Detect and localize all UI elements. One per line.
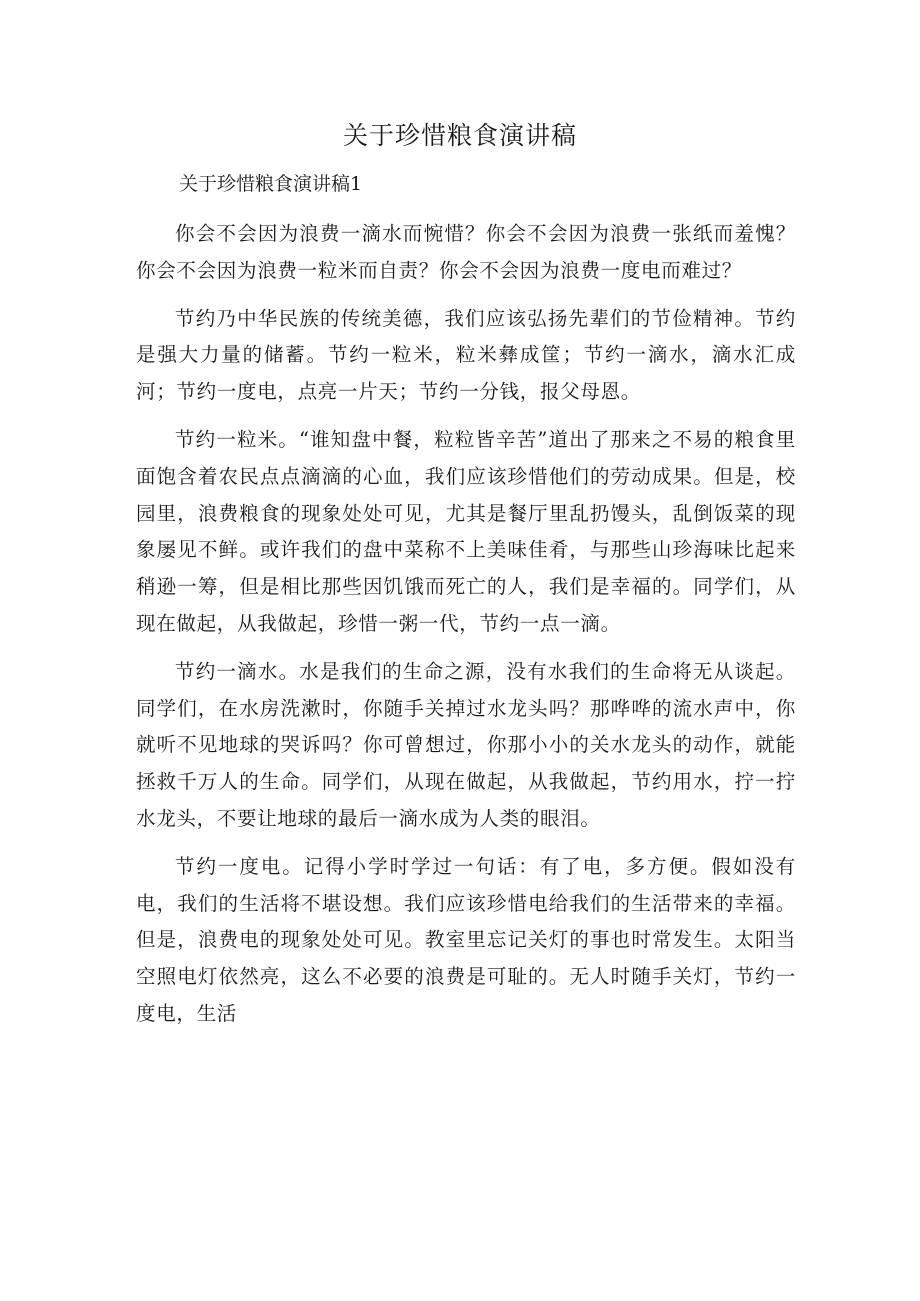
- paragraph: 节约一度电。记得小学时学过一句话：有了电，多方便。假如没有电，我们的生活将不堪设想。我们应该珍惜电给我们的生活带来的幸福。但是，浪费电的现象处处可见。教室里忘记关灯的事也时常发生。太阳当空照电灯依然亮，这么不必要的浪费是可耻的。无人时随手关灯，节约一度电，生活: [136, 854, 796, 1025]
- section-heading: 关于珍惜粮食演讲稿1: [179, 173, 363, 195]
- document-title: 关于珍惜粮食演讲稿: [342, 121, 577, 150]
- paragraph: 节约一粒米。“谁知盘中餐，粒粒皆辛苦”道出了那来之不易的粮食里面饱含着农民点点滴滴的心血，我们应该珍惜他们的劳动成果。但是，校园里，浪费粮食的现象处处可见，尤其是餐厅里乱扔馒头，乱倒饭菜的现象屡见不鲜。或许我们的盘中菜称不上美味佳肴，与那些山珍海味比起来稍逊一筹，但是相比那些因饥饿而死亡的人，我们是幸福的。同学们，从现在做起，从我做起，珍惜一粥一代，节约一点一滴。: [136, 427, 796, 635]
- document-body: [136, 216, 796, 1044]
- paragraph: 你会不会因为浪费一滴水而惋惜？你会不会因为浪费一张纸而羞愧？你会不会因为浪费一粒米而自责？你会不会因为浪费一度电而难过？: [136, 222, 796, 282]
- paragraph: 节约一滴水。水是我们的生命之源，没有水我们的生命将无从谈起。同学们，在水房洗漱时，你随手关掉过水龙头吗？那哗哗的流水声中，你就听不见地球的哭诉吗？你可曾想过，你那小小的关水龙头的动作，就能拯救千万人的生命。同学们，从现在做起，从我做起，节约用水，拧一拧水龙头，不要让地球的最后一滴水成为人类的眼泪。: [136, 659, 796, 830]
- paragraph: 节约乃中华民族的传统美德，我们应该弘扬先辈们的节俭精神。节约是强大力量的储蓄。节约一粒米，粒米彝成筐；节约一滴水，滴水汇成河；节约一度电，点亮一片天；节约一分钱，报父母恩。: [136, 306, 796, 404]
